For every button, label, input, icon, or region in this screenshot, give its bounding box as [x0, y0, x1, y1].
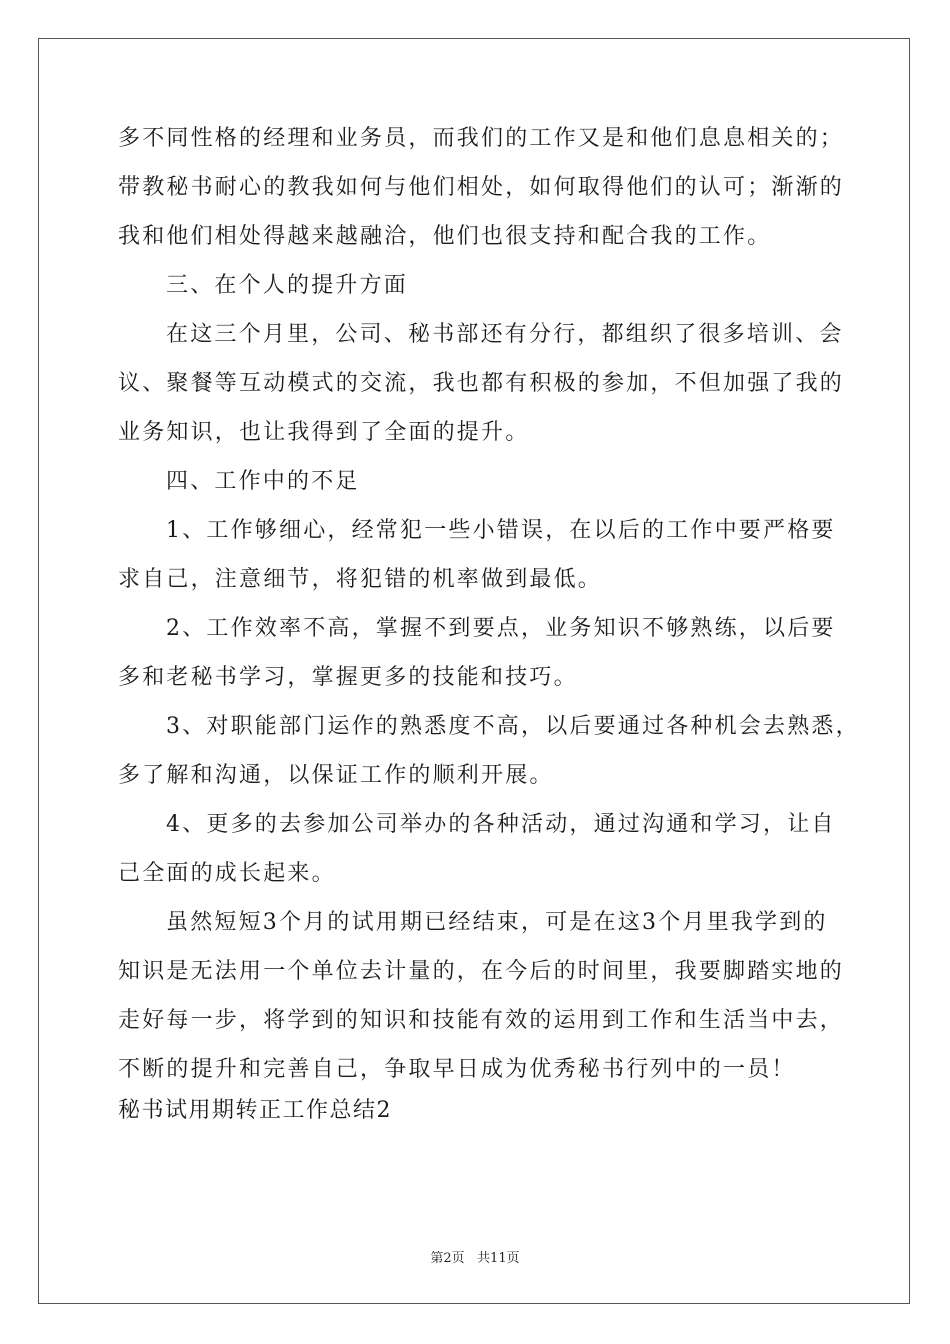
- section-heading: 三、在个人的提升方面: [166, 273, 409, 298]
- document-title: 秘书试用期转正工作总结2: [118, 1098, 392, 1123]
- text-line: 走好每一步，将学到的知识和技能有效的运用到工作和生活当中去，: [118, 1008, 845, 1033]
- text-line: 2、工作效率不高，掌握不到要点，业务知识不够熟练，以后要: [166, 616, 836, 641]
- text-line: 多不同性格的经理和业务员，而我们的工作又是和他们息息相关的；: [118, 126, 845, 151]
- text-line: 带教秘书耐心的教我如何与他们相处，如何取得他们的认可；渐渐的: [118, 175, 845, 200]
- text-line: 1、工作够细心，经常犯一些小错误，在以后的工作中要严格要: [166, 518, 836, 543]
- document-body: [118, 124, 860, 1126]
- text-line: 多和老秘书学习，掌握更多的技能和技巧。: [118, 665, 578, 690]
- page-number-footer: 第2页 共11页: [430, 1251, 520, 1266]
- text-line: 3、对职能部门运作的熟悉度不高，以后要通过各种机会去熟悉，: [166, 714, 860, 739]
- text-line: 多了解和沟通，以保证工作的顺利开展。: [118, 763, 554, 788]
- text-line: 虽然短短3个月的试用期已经结束，可是在这3个月里我学到的: [166, 910, 828, 935]
- section-heading: 四、工作中的不足: [166, 469, 360, 494]
- text-line: 我和他们相处得越来越融洽，他们也很支持和配合我的工作。: [118, 224, 772, 249]
- text-line: 知识是无法用一个单位去计量的，在今后的时间里，我要脚踏实地的: [118, 959, 845, 984]
- text-line: 议、聚餐等互动模式的交流，我也都有积极的参加，不但加强了我的: [118, 371, 845, 396]
- text-line: 业务知识，也让我得到了全面的提升。: [118, 420, 530, 445]
- text-line: 己全面的成长起来。: [118, 861, 336, 886]
- text-line: 4、更多的去参加公司举办的各种活动，通过沟通和学习，让自: [166, 812, 836, 837]
- text-line: 在这三个月里，公司、秘书部还有分行，都组织了很多培训、会: [166, 322, 844, 347]
- text-line: 求自己，注意细节，将犯错的机率做到最低。: [118, 567, 603, 592]
- text-line: 不断的提升和完善自己，争取早日成为优秀秘书行列中的一员！: [118, 1057, 796, 1082]
